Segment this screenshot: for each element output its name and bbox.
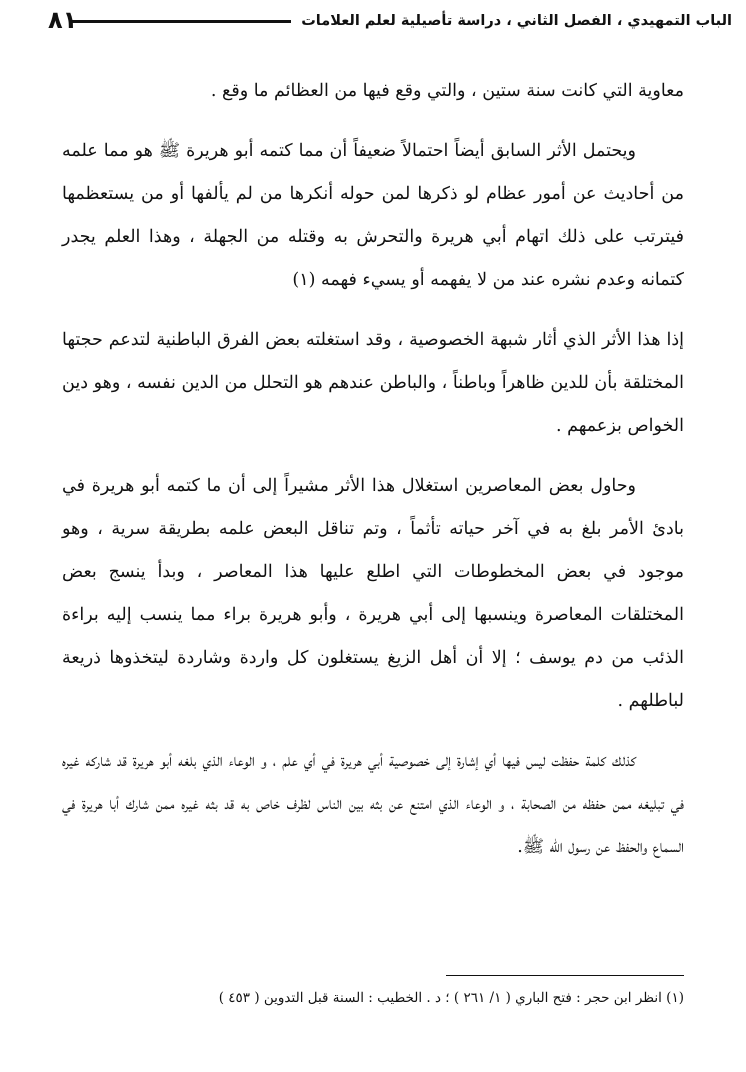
page-number: ٨١	[48, 6, 78, 34]
paragraph: وحاول بعض المعاصرين استغلال هذا الأثر مشيراً إلى أن ما كتمه أبو هريرة في بادئ الأمر بلغ به في آخر حياته تأثماً ، وتم تناقل البعض علمه بطريقة سرية ، وهو موجود في بعض المخطوطات التي اطلع عليها هذا المعاصر ، وبدأ ينسج بعض المختلقات المعاصرة وينسبها إلى أبي هريرة ، وأبو هريرة براء مما ينسب إليه براءة الذئب من دم يوسف ؛ إلا أن أهل الزيغ يستغلون كل واردة وشاردة ليتخذوها ذريعة لباطلهم .	[62, 476, 684, 711]
footnote: (١) انظر ابن حجر : فتح الباري ( ١/ ٢٦١ ) ؛ د . الخطيب : السنة قبل التدوين ( ٤٥٣ )	[218, 990, 684, 1006]
paragraph: ويحتمل الأثر السابق أيضاً احتمالاً ضعيفاً أن مما كتمه أبو هريرة ﷺ هو مما علمه من أحاديث عن أمور عظام لو ذكرها لمن حوله أنكرها من لم يألفها أو من يستعظمها فيترتب على ذلك اتهام أبي هريرة والتحرش به وقتله من الجهلة ، وهذا العلم يجدر كتمانه وعدم نشره عند من لا يفهمه أو يسيء فهمه (١)	[62, 141, 684, 290]
chapter-title: الباب التمهيدي ، الفصل الثاني ، دراسة تأصيلية لعلم العلامات	[301, 13, 732, 29]
main-text	[62, 70, 684, 886]
paragraph-continuation: معاوية التي كانت سنة ستين ، والتي وقع فيها من العظائم ما وقع .	[210, 81, 684, 101]
footnote-separator	[446, 975, 684, 976]
running-header	[48, 6, 732, 36]
paragraph: كذلك كلمة حفظت ليس فيها أي إشارة إلى خصوصية أبي هريرة في أي علم ، و الوعاء الذي بلغه أبو هريرة قد شاركه غيره في تبليغه ممن حفظه من الصحابة ، و الوعاء الذي امتنع عن بثه بين الناس لظرف خاص به قد بثه غيره ممن شارك أبا هريرة في السماع والحفظ عن رسول الله ﷺ.	[62, 751, 684, 857]
header-rule	[70, 20, 291, 23]
paragraph: إذا هذا الأثر الذي أثار شبهة الخصوصية ، وقد استغلته بعض الفرق الباطنية لتدعم حجتها المختلقة بأن للدين ظاهراً وباطناً ، والباطن عندهم هو التحلل من الدين نفسه ، وهو دين الخواص بزعمهم .	[62, 330, 684, 436]
